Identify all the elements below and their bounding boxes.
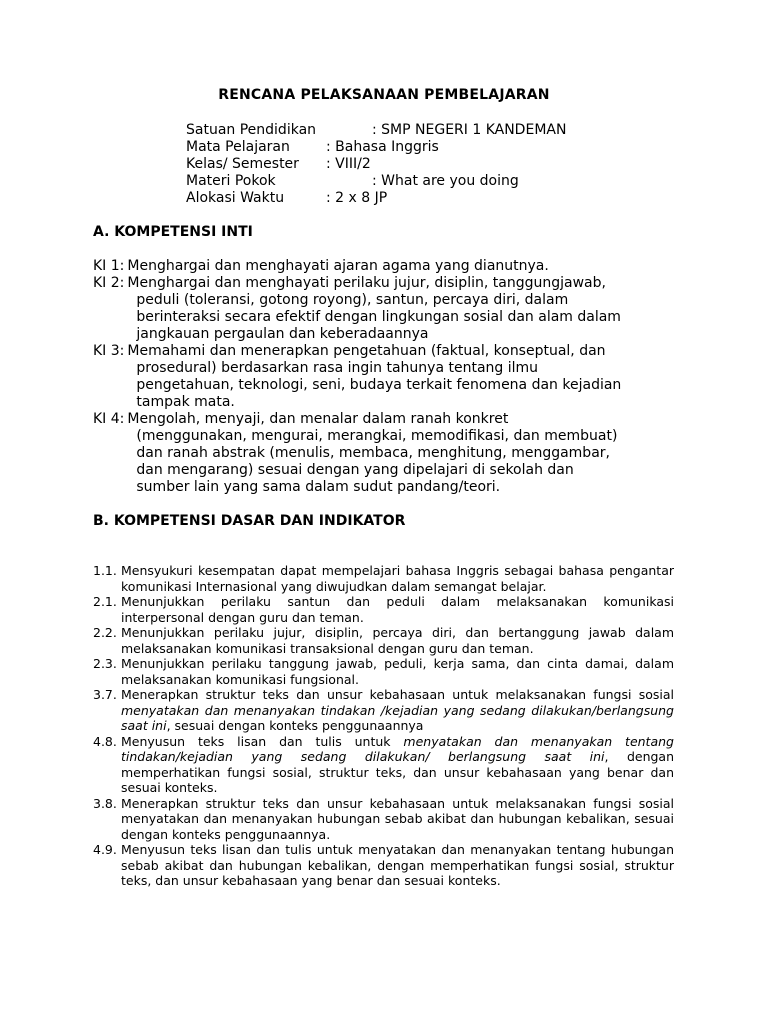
- kd-text: [121, 656, 674, 687]
- kd-text-italic: menyatakan dan menanyakan tindakan /kejadian yang sedang dilakukan/berlangsung saat ini: [121, 702, 674, 733]
- kd-text-run: , dengan memperhatikan fungsi sosial, struktur teks, dan unsur kebahasaan yang benar dan sesuai konteks.: [121, 749, 675, 795]
- identity-value: : What are you doing: [372, 173, 519, 189]
- identity-label: Alokasi Waktu: [186, 190, 285, 206]
- ki-line: tampak mata.: [136, 394, 235, 410]
- ki-line: Memahami dan menerapkan pengetahuan (faktual, konseptual, dan: [127, 343, 606, 359]
- kd-text: [121, 842, 674, 889]
- ki-line: jangkauan pergaulan dan keberadaannya: [136, 326, 429, 342]
- ki-line: berinteraksi secara efektif dengan lingkungan sosial dan alam dalam: [136, 309, 621, 325]
- kd-text: [121, 563, 674, 594]
- kd-text-run: Menerapkan struktur teks dan unsur kebahasaan untuk melaksanakan fungsi sosial menyatakan dan menanyakan hubungan sebab akibat dan hubungan kebalikan, sesuai dengan konteks penggunaannya.: [121, 795, 674, 842]
- kd-number: 3.8.: [93, 795, 117, 811]
- ki-list: [93, 258, 683, 496]
- kd-text: [121, 625, 674, 656]
- kd-text-run: Menyusun teks lisan dan tulis untuk menyatakan dan menanyakan tentang hubungan sebab akibat dan hubungan kebalikan, dengan memperhatikan fungsi sosial, struktur teks, dan unsur kebahasaan yang benar dan sesuai konteks.: [121, 842, 674, 888]
- ki-line: peduli (toleransi, gotong royong), santun, percaya diri, dalam: [136, 292, 569, 308]
- kd-text: [121, 687, 674, 734]
- ki-item: [93, 275, 683, 343]
- document-title: RENCANA PELAKSANAAN PEMBELAJARAN: [218, 87, 550, 103]
- identity-label: Mata Pelajaran: [186, 139, 290, 155]
- ki-item: [93, 258, 683, 275]
- kd-text-run: Menyusun teks lisan dan tulis untuk: [121, 733, 404, 749]
- kd-number: 4.9.: [93, 842, 117, 857]
- kd-text-run: Mensyukuri kesempatan dapat mempelajari bahasa Inggris sebagai bahasa pengantar komunikasi Internasional yang diwujudkan dalam semangat belajar.: [121, 563, 674, 594]
- kd-number: 4.8.: [93, 733, 117, 749]
- identity-label: Satuan Pendidikan: [186, 122, 317, 138]
- section-a-heading: A. KOMPETENSI INTI: [93, 224, 253, 240]
- kd-text: [121, 734, 674, 796]
- kd-list: [93, 563, 674, 889]
- section-b-heading: B. KOMPETENSI DASAR DAN INDIKATOR: [93, 513, 406, 529]
- ki-line: Mengolah, menyaji, dan menalar dalam ranah konkret: [127, 411, 509, 427]
- ki-line: dan ranah abstrak (menulis, membaca, menghitung, menggambar,: [136, 445, 610, 461]
- ki-code: KI 1:: [93, 258, 125, 274]
- identity-value: : SMP NEGERI 1 KANDEMAN: [372, 122, 567, 138]
- kd-item: [93, 734, 674, 796]
- kd-number: 2.3.: [93, 656, 117, 671]
- identity-label: Materi Pokok: [186, 173, 276, 189]
- kd-text: [121, 796, 674, 843]
- identity-value: : VIII/2: [326, 156, 371, 172]
- kd-text-run: Menunjukkan perilaku santun dan peduli dalam melaksanakan komunikasi interpersonal dengan guru dan teman.: [121, 594, 674, 625]
- kd-number: 2.2.: [93, 625, 117, 640]
- ki-line: (menggunakan, mengurai, merangkai, memodifikasi, dan membuat): [136, 428, 618, 444]
- ki-line: sumber lain yang sama dalam sudut pandang/teori.: [136, 479, 501, 495]
- kd-number: 1.1.: [93, 563, 117, 578]
- ki-line: Menghargai dan menghayati perilaku jujur, disiplin, tanggungjawab,: [127, 275, 606, 291]
- kd-item: [93, 687, 674, 734]
- kd-item: [93, 625, 674, 656]
- kd-item: [93, 594, 674, 625]
- kd-text-italic: menyatakan dan menanyakan tentang tindakan/kejadian yang sedang dilakukan/ berlangsung saat ini: [121, 733, 674, 764]
- ki-line: Menghargai dan menghayati ajaran agama yang dianutnya.: [127, 258, 549, 274]
- kd-item: [93, 656, 674, 687]
- ki-code: KI 2:: [93, 275, 125, 291]
- kd-text-run: Menunjukkan perilaku tanggung jawab, peduli, kerja sama, dan cinta damai, dalam melaksanakan komunikasi fungsional.: [121, 656, 674, 687]
- kd-item: [93, 563, 674, 594]
- identity-label: Kelas/ Semester: [186, 156, 299, 172]
- kd-number: 3.7.: [93, 687, 117, 702]
- kd-item: [93, 796, 674, 843]
- kd-text: [121, 594, 674, 625]
- ki-line: prosedural) berdasarkan rasa ingin tahunya tentang ilmu: [136, 360, 539, 376]
- kd-text-run: Menunjukkan perilaku jujur, disiplin, percaya diri, dan bertanggung jawab dalam melaksanakan komunikasi transaksional dengan guru dan teman.: [121, 625, 674, 656]
- ki-item: [93, 343, 683, 411]
- identity-value: : 2 x 8 JP: [326, 190, 388, 206]
- kd-item: [93, 842, 674, 889]
- identity-value: : Bahasa Inggris: [326, 139, 439, 155]
- ki-code: KI 4:: [93, 411, 125, 427]
- kd-text-run: , sesuai dengan konteks penggunaannya: [166, 718, 424, 733]
- kd-text-run: Menerapkan struktur teks dan unsur kebahasaan untuk melaksanakan fungsi sosial: [121, 687, 674, 702]
- ki-item: [93, 411, 683, 496]
- ki-line: dan mengarang) sesuai dengan yang dipelajari di sekolah dan: [136, 462, 574, 478]
- ki-line: pengetahuan, teknologi, seni, budaya terkait fenomena dan kejadian: [136, 377, 622, 393]
- kd-number: 2.1.: [93, 594, 117, 609]
- ki-code: KI 3:: [93, 343, 125, 359]
